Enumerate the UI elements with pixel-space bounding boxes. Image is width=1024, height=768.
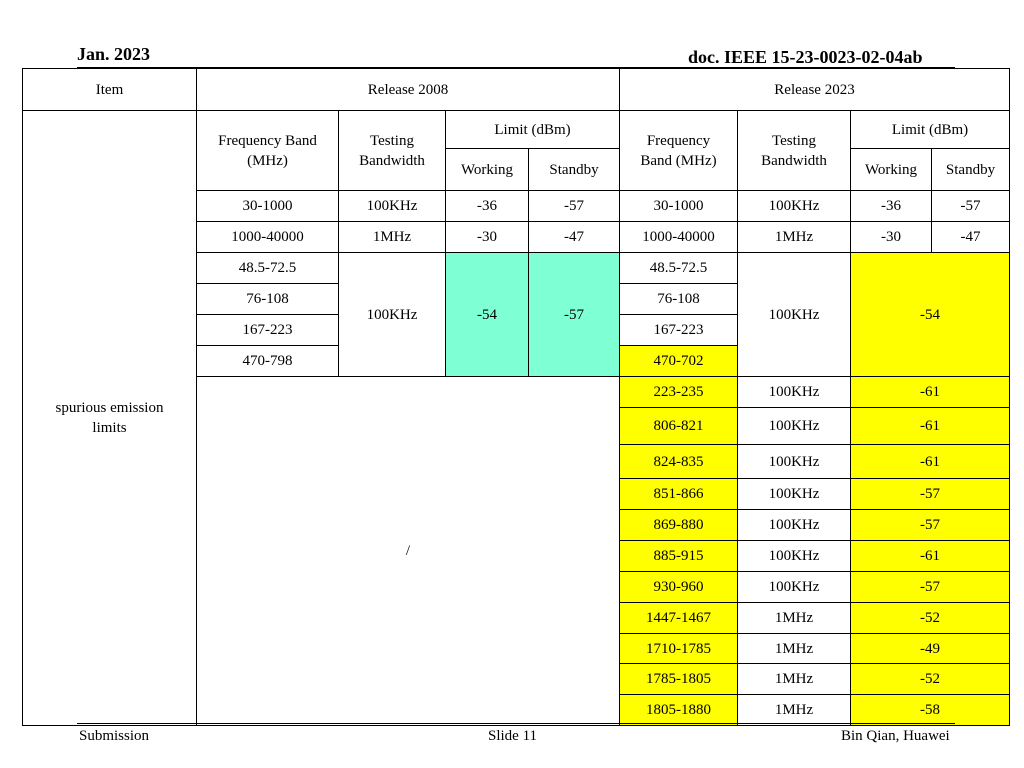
cell-bw23: 1MHz [738,603,851,634]
cell-f08: 1000-40000 [197,222,339,253]
limit-2008-header: Limit (dBm) [446,111,620,149]
cell-w23: -36 [851,191,932,222]
header-release-2023: Release 2023 [620,69,1010,111]
cell-f23: 48.5-72.5 [620,253,738,284]
cell-f08: 470-798 [197,346,339,377]
cell-bw23: 1MHz [738,664,851,695]
cell-f23: 1785-1805 [620,664,738,695]
spurious-emission-table [22,68,1010,726]
cell-bw23: 100KHz [738,541,851,572]
item-label-line2: limits [92,420,127,436]
cell-2008-empty: / [197,377,620,726]
footer-slide-number: Slide 11 [488,728,538,744]
cell-bw23: 1MHz [738,634,851,664]
cell-f23: 1447-1467 [620,603,738,634]
cell-f23: 824-835 [620,445,738,479]
testing-bw-2023-header [738,111,851,191]
freq-band-2023-line2: Band (MHz) [640,152,717,169]
cell-w08-merged: -54 [446,253,529,377]
freq-band-2008-line2: (MHz) [247,152,288,169]
cell-f23: 167-223 [620,315,738,346]
cell-lim23: -61 [851,377,1010,408]
header-date: Jan. 2023 [77,44,151,64]
cell-f23: 885-915 [620,541,738,572]
cell-f23: 76-108 [620,284,738,315]
cell-f23: 930-960 [620,572,738,603]
working-2023-header: Working [851,149,932,191]
cell-bw23: 100KHz [738,445,851,479]
footer-author: Bin Qian, Huawei [841,728,950,744]
cell-s08-merged: -57 [529,253,620,377]
cell-bw23: 100KHz [738,572,851,603]
footer-rule [77,723,955,724]
cell-f08: 30-1000 [197,191,339,222]
header-release-2008: Release 2008 [197,69,620,111]
cell-s08: -57 [529,191,620,222]
cell-f23: 806-821 [620,408,738,445]
header-doc-id: doc. IEEE 15-23-0023-02-04ab [688,47,923,67]
cell-s23: -47 [932,222,1010,253]
cell-f23: 223-235 [620,377,738,408]
cell-lim23: -57 [851,510,1010,541]
cell-bw23: 100KHz [738,479,851,510]
testing-bw-2008-line2: Bandwidth [359,152,425,169]
cell-s23: -57 [932,191,1010,222]
cell-lim23: -61 [851,445,1010,479]
cell-bw23: 100KHz [738,377,851,408]
cell-f23: 1710-1785 [620,634,738,664]
cell-lim23: -61 [851,541,1010,572]
cell-f23: 1000-40000 [620,222,738,253]
cell-f23: 851-866 [620,479,738,510]
standby-2023-header: Standby [932,149,1010,191]
cell-f23: 470-702 [620,346,738,377]
item-label-line1: spurious emission [55,400,164,416]
testing-bw-2008-line1: Testing [370,132,414,149]
cell-lim23: -57 [851,572,1010,603]
freq-band-2023-header [620,111,738,191]
cell-lim23: -52 [851,603,1010,634]
cell-w08: -36 [446,191,529,222]
freq-band-2008-line1: Frequency Band [218,132,317,149]
cell-bw23: 100KHz [738,191,851,222]
freq-band-2023-line1: Frequency [646,132,711,149]
cell-s08: -47 [529,222,620,253]
header-item: Item [23,69,197,111]
cell-bw08: 1MHz [339,222,446,253]
cell-bw08-merged: 100KHz [339,253,446,377]
cell-w23: -30 [851,222,932,253]
cell-bw23-merged: 100KHz [738,253,851,377]
testing-bw-2023-line1: Testing [772,132,816,149]
cell-lim23: -57 [851,479,1010,510]
cell-bw23: 100KHz [738,510,851,541]
testing-bw-2008-header [339,111,446,191]
standby-2008-header: Standby [529,149,620,191]
limit-2023-header: Limit (dBm) [851,111,1010,149]
footer-submission: Submission [79,728,150,744]
item-cell [23,111,197,726]
cell-lim23: -58 [851,695,1010,726]
cell-bw23: 1MHz [738,222,851,253]
cell-lim23: -49 [851,634,1010,664]
cell-f23: 30-1000 [620,191,738,222]
cell-bw08: 100KHz [339,191,446,222]
cell-f23: 1805-1880 [620,695,738,726]
cell-f08: 76-108 [197,284,339,315]
freq-band-2008-header [197,111,339,191]
cell-bw23: 100KHz [738,408,851,445]
cell-lim23: -61 [851,408,1010,445]
cell-lim23-merged: -54 [851,253,1010,377]
working-2008-header: Working [446,149,529,191]
cell-f08: 167-223 [197,315,339,346]
cell-f23: 869-880 [620,510,738,541]
cell-lim23: -52 [851,664,1010,695]
cell-bw23: 1MHz [738,695,851,726]
cell-w08: -30 [446,222,529,253]
testing-bw-2023-line2: Bandwidth [761,152,827,169]
cell-f08: 48.5-72.5 [197,253,339,284]
